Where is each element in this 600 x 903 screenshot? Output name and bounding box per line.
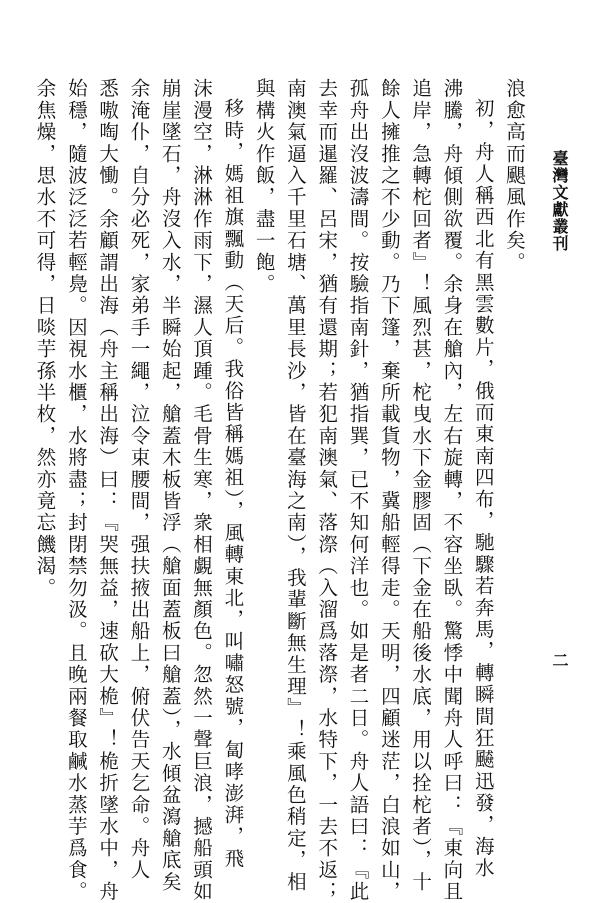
text-column: 沫漫空，淋淋作雨下，濕人頂踵。毛骨生寒，衆相覷無顏色。忽然一聲巨浪，撼船頭如: [190, 78, 214, 903]
running-header: 臺灣文獻叢刊: [550, 150, 569, 252]
text-column: 移時，媽祖旗飄動（天后。我俗皆稱媽祖），風轉東北，叫嘯怒號，匐哮澎湃，飛: [221, 98, 245, 870]
text-column: 余焦燥，思水不可得，日啖芋孫半枚，然亦竟忘饑渴。: [33, 78, 57, 599]
text-column: 去幸而暹羅、呂宋，猶有還期；若犯南澳氣、落漈（入溜爲落漈，水特下，一去不返；: [315, 78, 339, 903]
text-column: 悉嗷啕大慟。余顧謂出海（舟主稱出海）曰：『哭無益，速砍大桅』！桅折墜水中，舟: [96, 78, 120, 903]
text-column: 追岸，急轉柁回者』！風烈甚，柁曳水下金膠固（下金在船後水底，用以拴柁者），十: [409, 78, 433, 893]
body-text: [29, 76, 530, 903]
text-column: 餘人擁推之不少動。乃下篷，棄所載貨物，冀船輕得走。天明，四顧迷茫，白浪如山，: [377, 78, 401, 903]
text-column: 南澳氣逼入千里石塘、萬里長沙，皆在臺海之南），我輩斷無生理』！乘風色稍定，相: [283, 78, 307, 893]
text-column: 與構火作飯，盡一飽。: [252, 78, 276, 295]
text-column: 崩崖墜石，舟沒入水，半瞬始起，艙蓋木板皆浮（艙面蓋板曰艙蓋），水傾盆瀉艙底矣: [158, 78, 182, 893]
text-column: 初，舟人稱西北有黑雲數片，俄而東南四布，馳驟若奔馬，轉瞬間狂飇迅發，海水: [471, 98, 495, 880]
text-column: 余淹仆，自分必死，家弟手一繩，泣令束腰間，强扶掖出船上，俯伏告天乞命。舟人: [127, 78, 151, 881]
text-column: 孤舟出沒波濤間。按驗指南針，猶指巽，已不知何洋也。如是者二日。舟人語曰：『此: [346, 78, 370, 903]
text-column: 始穩，隨波泛泛若輕鳧。因視水櫃，水將盡；封閉禁勿汲。且晚兩餐取鹹水蒸芋爲食。: [64, 78, 88, 903]
page-number: 二: [550, 652, 569, 668]
text-column: 浪愈高而颶風作矣。: [503, 78, 526, 274]
text-column: 沸騰，舟傾側欲覆。余身在艙內，左右旋轉，不容坐臥。驚悸中聞舟人呼曰：『東向且: [440, 78, 464, 903]
